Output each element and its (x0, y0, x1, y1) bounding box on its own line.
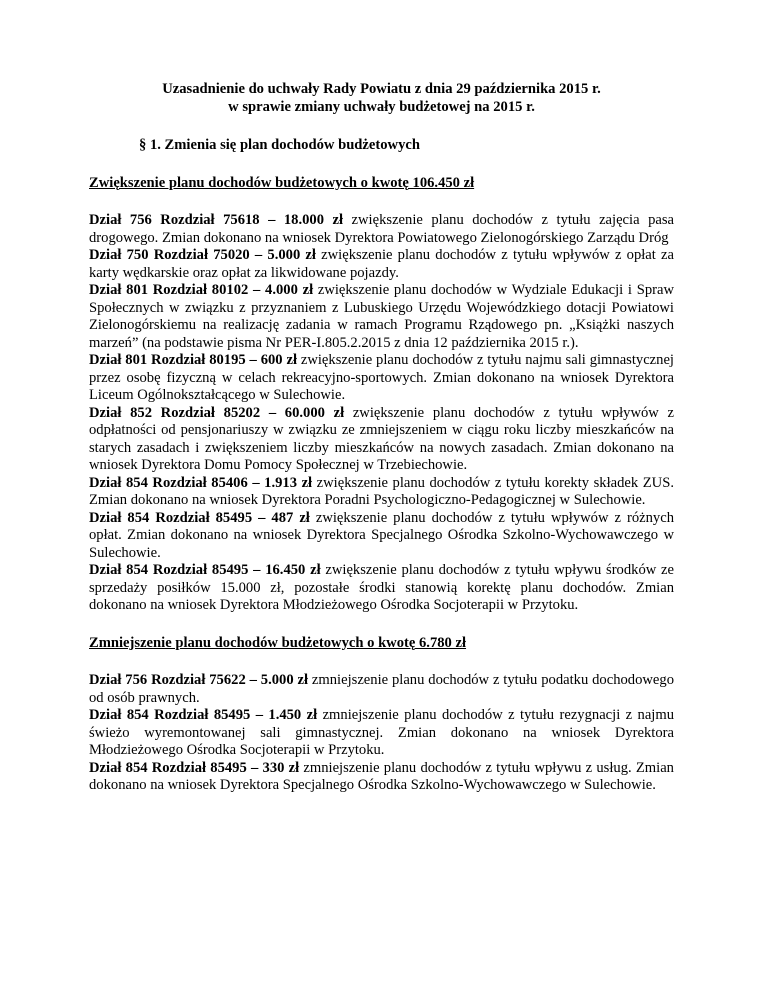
entry-head: Dział 854 Rozdział 85406 – 1.913 zł (89, 474, 313, 491)
entry-text: zmniejszenie planu dochodów z tytułu wpływu z usług. Zmian dokonano na wniosek Dyrektora Specjalnego Ośrodka Szkolno-Wychowawczego w Sulechowie. (89, 759, 674, 793)
entry-head: Dział 852 Rozdział 85202 – 60.000 zł (89, 404, 345, 421)
entry-head: Dział 854 Rozdział 85495 – 330 zł (89, 759, 300, 776)
increase-entry (89, 212, 674, 247)
title-line-1: Uzasadnienie do uchwały Rady Powiatu z dnia 29 października 2015 r. (162, 81, 601, 97)
entry-head: Dział 801 Rozdział 80195 – 600 zł (89, 352, 297, 368)
decrease-entry (89, 672, 674, 707)
entry-text: zwiększenie planu dochodów z tytułu wpływów z opłat za karty wędkarskie oraz opłat za likwidowane pojazdy. (89, 247, 674, 281)
increase-entry (89, 562, 674, 615)
section-heading: § 1. Zmienia się plan dochodów budżetowych (139, 137, 420, 153)
entry-head: Dział 854 Rozdział 85495 – 487 zł (89, 509, 310, 526)
entry-text: zwiększenie planu dochodów z tytułu wpływów z różnych opłat. Zmian dokonano na wniosek Dyrektora Specjalnego Ośrodka Szkolno-Wychowawczego w Sulechowie. (89, 509, 674, 561)
increase-list (89, 212, 674, 615)
increase-entry (89, 510, 674, 563)
entry-text: zwiększenie planu dochodów z tytułu wpływu środków ze sprzedaży posiłków 15.000 zł, pozostałe środki stanowią korektę planu dochodów. Zmian dokonano na wniosek Dyrektora Młodzieżowego Ośrodka Socjoterapii w Przytoku. (89, 562, 674, 613)
entry-text: zmniejszenie planu dochodów z tytułu podatku dochodowego od osób prawnych. (89, 672, 674, 706)
entry-head: Dział 854 Rozdział 85495 – 16.450 zł (89, 562, 321, 578)
increase-entry (89, 247, 674, 282)
document-title (89, 81, 674, 116)
decrease-heading: Zmniejszenie planu dochodów budżetowych o kwotę 6.780 zł (89, 634, 467, 651)
increase-entry (89, 405, 674, 475)
entry-text: zwiększenie planu dochodów z tytułu korekty składek ZUS. Zmian dokonano na wniosek Dyrektora Poradni Psychologiczno-Pedagogicznej w Sulechowie. (89, 474, 674, 508)
decrease-entry (89, 760, 674, 795)
entry-text: zwiększenie planu dochodów w Wydziale Edukacji i Spraw Społecznych w związku z przyznaniem z Lubuskiego Urzędu Wojewódzkiego dotacji Powiatowi Zielonogórskiemu na realizację zadania w ramach Programu Rządowego pn. „Książki naszych marzeń” (na podstawie pisma Nr PER-I.805.2.2015 z dnia 12 października 2015 r.). (89, 282, 674, 351)
entry-head: Dział 750 Rozdział 75020 – 5.000 zł (89, 247, 316, 263)
title-line-2: w sprawie zmiany uchwały budżetowej na 2015 r. (228, 98, 535, 115)
entry-head: Dział 801 Rozdział 80102 – 4.000 zł (89, 282, 314, 298)
entry-head: Dział 756 Rozdział 75618 – 18.000 zł (89, 212, 344, 228)
entry-head: Dział 854 Rozdział 85495 – 1.450 zł (89, 707, 318, 723)
entry-text: zwiększenie planu dochodów z tytułu najmu sali gimnastycznej przez osobę fizyczną w celach rekreacyjno-sportowych. Zmian dokonano na wniosek Dyrektora Liceum Ogólnokształcącego w Sulechowie. (89, 352, 674, 403)
increase-entry (89, 282, 674, 352)
decrease-list (89, 672, 674, 795)
increase-entry (89, 352, 674, 405)
entry-text: zwiększenie planu dochodów z tytułu zajęcia pasa drogowego. Zmian dokonano na wniosek Dyrektora Powiatowego Zielonogórskiego Zarządu Dróg (89, 212, 674, 246)
entry-text: zwiększenie planu dochodów z tytułu wpływów z odpłatności od pensjonariuszy w związku ze zmniejszeniem w ciągu roku liczby mieszkańców na starych zasadach i zwiększeniem liczby mieszkańców na nowych zasadach. Zmian dokonano na wniosek Dyrektora Domu Pomocy Społecznej w Trzebiechowie. (89, 404, 675, 473)
increase-heading: Zwiększenie planu dochodów budżetowych o kwotę 106.450 zł (89, 174, 475, 191)
entry-text: zmniejszenie planu dochodów z tytułu rezygnacji z najmu świeżo wyremontowanej sali gimnastycznej. Zmian dokonano na wniosek Dyrektora Młodzieżowego Ośrodka Socjoterapii w Przytoku. (89, 707, 675, 758)
increase-entry (89, 475, 674, 510)
decrease-entry (89, 707, 674, 760)
entry-head: Dział 756 Rozdział 75622 – 5.000 zł (89, 672, 309, 688)
